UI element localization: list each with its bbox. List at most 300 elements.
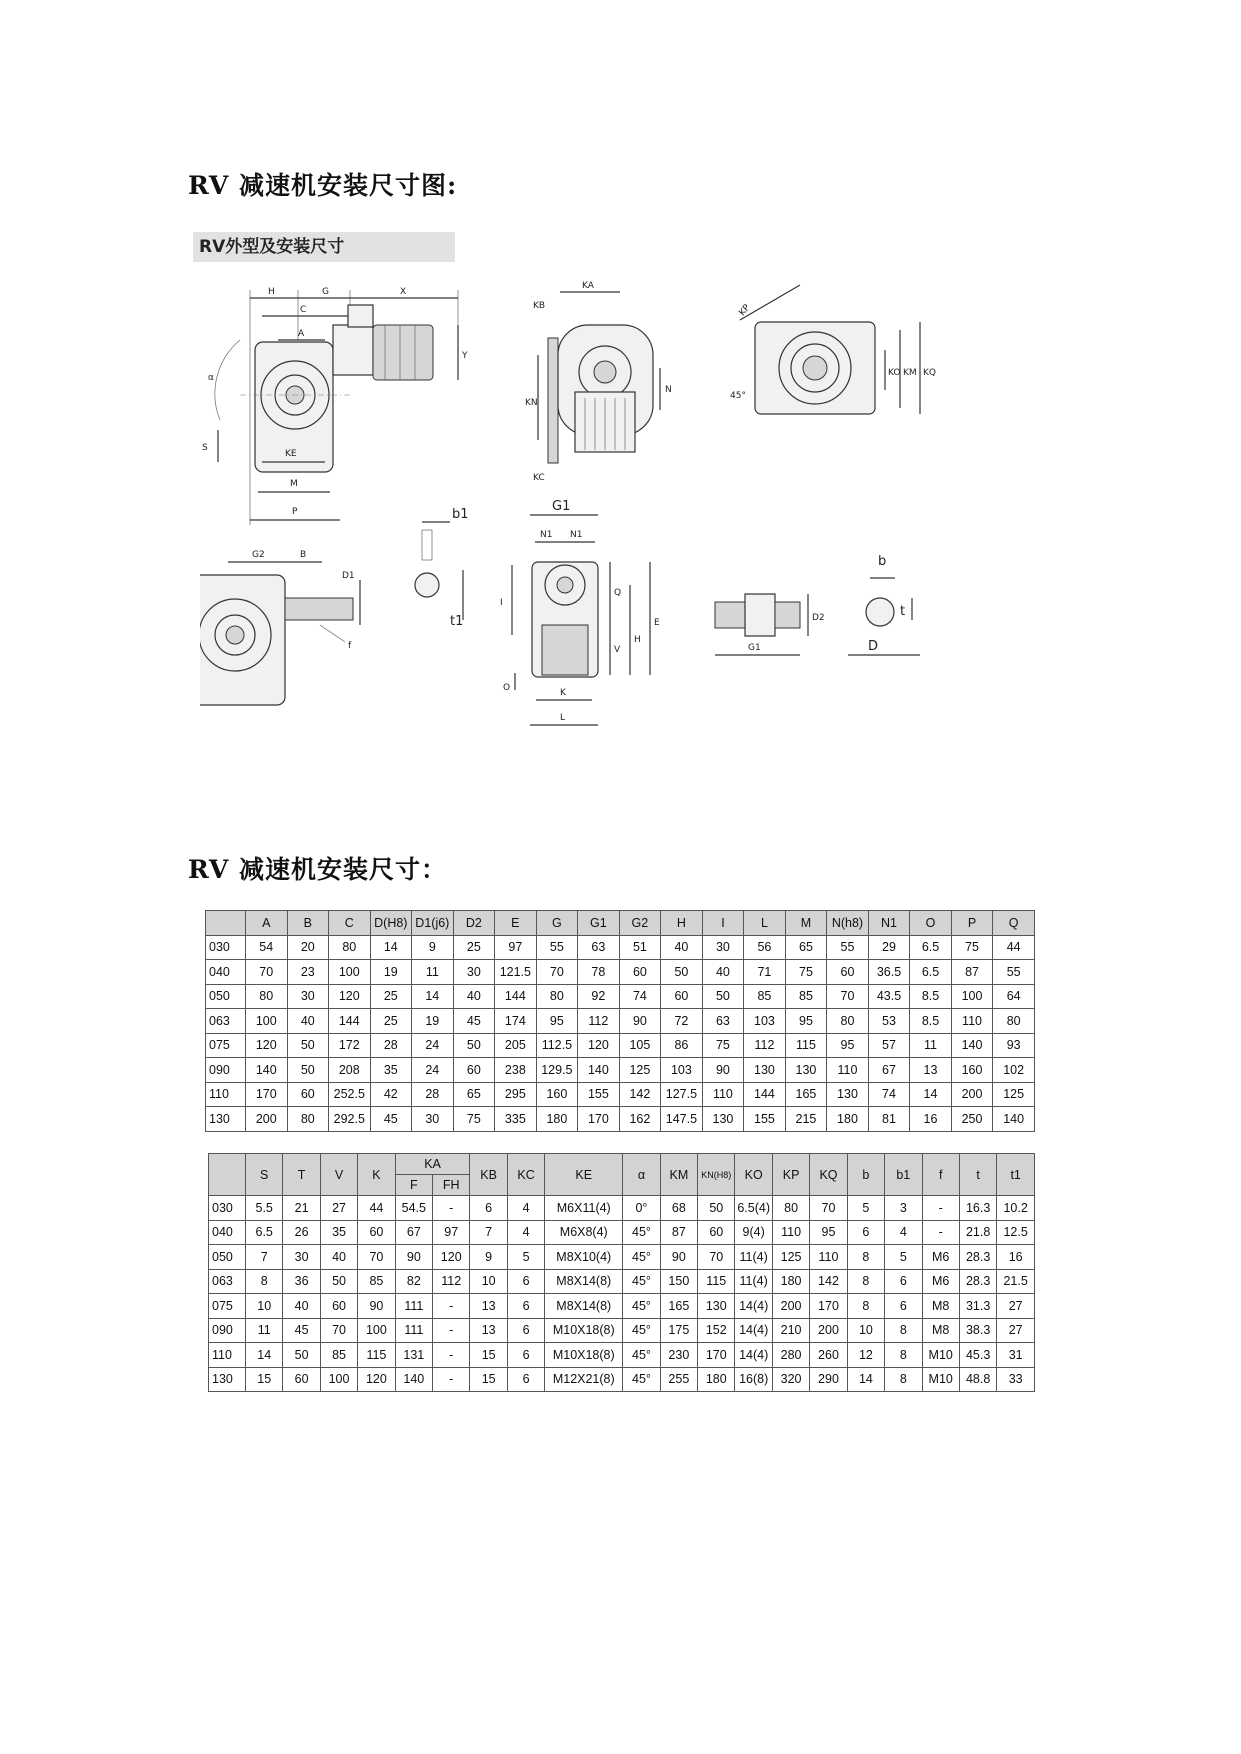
table1-header: B <box>287 911 329 936</box>
table-cell: 140 <box>395 1367 432 1392</box>
table-cell: 28 <box>370 1033 412 1058</box>
table1-header-row <box>206 911 1035 936</box>
table-cell: 6.5 <box>910 935 952 960</box>
table-cell: 75 <box>785 960 827 985</box>
table-cell: 111 <box>395 1318 432 1343</box>
table-cell: 4 <box>507 1220 544 1245</box>
table-cell: 100 <box>358 1318 395 1343</box>
label-KQ: KQ <box>923 368 936 378</box>
table-cell: 28 <box>412 1082 454 1107</box>
table-cell: 60 <box>358 1220 395 1245</box>
table-cell: 25 <box>370 1009 412 1034</box>
table-cell: 85 <box>744 984 786 1009</box>
table-cell: 14(4) <box>735 1294 772 1319</box>
table-cell: 29 <box>868 935 910 960</box>
table1-header: E <box>495 911 537 936</box>
table-cell: 6.5 <box>246 1220 283 1245</box>
table-cell: 45 <box>283 1318 320 1343</box>
table2-header-row <box>209 1154 1035 1175</box>
table2-header: b1 <box>885 1154 922 1196</box>
table-row <box>209 1343 1035 1368</box>
table-cell: 6.5 <box>910 960 952 985</box>
table-cell: M10 <box>922 1367 959 1392</box>
table-cell: 6 <box>507 1294 544 1319</box>
table-cell: 80 <box>827 1009 869 1034</box>
table-cell: 9 <box>412 935 454 960</box>
table-cell: 4 <box>885 1220 922 1245</box>
table-cell: 55 <box>993 960 1035 985</box>
label-C: C <box>300 305 307 315</box>
dimension-drawing <box>200 280 1060 820</box>
table-cell: 50 <box>283 1343 320 1368</box>
table-cell: 14 <box>370 935 412 960</box>
table-cell: 65 <box>453 1082 495 1107</box>
table-cell: 8.5 <box>910 984 952 1009</box>
table-cell: 45° <box>623 1220 660 1245</box>
table-cell: 8 <box>885 1343 922 1368</box>
table-cell: 70 <box>810 1196 847 1221</box>
table-cell: 24 <box>412 1058 454 1083</box>
table-cell: 6 <box>507 1269 544 1294</box>
table-cell: M10 <box>922 1343 959 1368</box>
table-cell: 160 <box>536 1082 578 1107</box>
view-front-gearbox <box>200 550 360 705</box>
model-cell: 130 <box>209 1367 246 1392</box>
table-row <box>209 1318 1035 1343</box>
table-cell: 112 <box>744 1033 786 1058</box>
table-cell: 180 <box>536 1107 578 1132</box>
label-N1-right: N1 <box>570 530 583 540</box>
label-G2: G2 <box>252 550 265 560</box>
label-Y: Y <box>462 351 468 361</box>
view-bore-keyway <box>848 554 920 655</box>
table-cell: 74 <box>619 984 661 1009</box>
table-cell: 11 <box>246 1318 283 1343</box>
table2-subheader-F: F <box>395 1175 432 1196</box>
label-t1: t1 <box>450 614 464 629</box>
table-cell: 54.5 <box>395 1196 432 1221</box>
label-KA: KA <box>582 281 594 291</box>
table-cell: 82 <box>395 1269 432 1294</box>
table-cell: 71 <box>744 960 786 985</box>
table-cell: 15 <box>470 1367 507 1392</box>
table1-header: N(h8) <box>827 911 869 936</box>
table-cell: 44 <box>358 1196 395 1221</box>
table2-header: S <box>246 1154 283 1196</box>
table-cell: 7 <box>246 1245 283 1270</box>
label-K: K <box>560 688 566 698</box>
table-cell: 81 <box>868 1107 910 1132</box>
table1-header: D2 <box>453 911 495 936</box>
table-cell: 45° <box>623 1269 660 1294</box>
view-flange-face <box>730 285 936 414</box>
table-row <box>206 1033 1035 1058</box>
table-cell: 13 <box>470 1318 507 1343</box>
table-row <box>206 1082 1035 1107</box>
table-row <box>206 1107 1035 1132</box>
table-cell: 44 <box>993 935 1035 960</box>
table-cell: 140 <box>246 1058 288 1083</box>
dimension-table-2 <box>208 1153 1035 1392</box>
table-cell: 11 <box>412 960 454 985</box>
model-cell: 040 <box>209 1220 246 1245</box>
table-cell: 152 <box>698 1318 735 1343</box>
label-KC: KC <box>533 473 545 483</box>
table-cell: 95 <box>810 1220 847 1245</box>
table2-header: t <box>959 1154 996 1196</box>
table-cell: 21.5 <box>997 1269 1035 1294</box>
table-cell: 50 <box>453 1033 495 1058</box>
table-cell: 147.5 <box>661 1107 703 1132</box>
table-cell: 63 <box>702 1009 744 1034</box>
table-cell: 5 <box>885 1245 922 1270</box>
table-cell: 35 <box>320 1220 357 1245</box>
table-cell: 110 <box>951 1009 993 1034</box>
table-cell: 5 <box>507 1245 544 1270</box>
table-cell: 60 <box>661 984 703 1009</box>
table2-header: K <box>358 1154 395 1196</box>
table-cell: 105 <box>619 1033 661 1058</box>
table-cell: 16 <box>910 1107 952 1132</box>
table-cell: 40 <box>453 984 495 1009</box>
table-cell: 175 <box>660 1318 697 1343</box>
table-cell: 31.3 <box>959 1294 996 1319</box>
table-cell: M6X11(4) <box>545 1196 623 1221</box>
table-cell: 170 <box>810 1294 847 1319</box>
table-cell: 80 <box>246 984 288 1009</box>
table-cell: 65 <box>785 935 827 960</box>
table-cell: 16(8) <box>735 1367 772 1392</box>
table-cell: 155 <box>578 1082 620 1107</box>
table-cell: 40 <box>320 1245 357 1270</box>
label-G: G <box>322 287 329 297</box>
table-cell: 6.5(4) <box>735 1196 772 1221</box>
model-cell: 050 <box>209 1245 246 1270</box>
table-cell: 200 <box>810 1318 847 1343</box>
label-N1-left: N1 <box>540 530 553 540</box>
table-cell: 15 <box>470 1343 507 1368</box>
table-cell: 16.3 <box>959 1196 996 1221</box>
table-cell: 50 <box>661 960 703 985</box>
table-cell: 12 <box>847 1343 884 1368</box>
table-cell: 30 <box>702 935 744 960</box>
table-cell: 75 <box>951 935 993 960</box>
table-cell: 72 <box>661 1009 703 1034</box>
table-cell: 8 <box>885 1318 922 1343</box>
model-cell: 075 <box>209 1294 246 1319</box>
table1-header: G <box>536 911 578 936</box>
table-cell: 15 <box>246 1367 283 1392</box>
table-cell: 60 <box>619 960 661 985</box>
table-cell: 295 <box>495 1082 537 1107</box>
label-H: H <box>268 287 275 297</box>
table2-subheader-FH: FH <box>433 1175 470 1196</box>
table-cell: 55 <box>536 935 578 960</box>
dimension-table-1 <box>205 910 1035 1132</box>
table2-header: KE <box>545 1154 623 1196</box>
label-f: f <box>348 641 352 651</box>
table-cell: 60 <box>320 1294 357 1319</box>
view-shaft-key <box>415 507 469 629</box>
table-cell: - <box>433 1318 470 1343</box>
table-cell: 95 <box>785 1009 827 1034</box>
table-cell: 6 <box>507 1343 544 1368</box>
table-cell: 165 <box>660 1294 697 1319</box>
table-cell: 210 <box>772 1318 809 1343</box>
table-cell: 14 <box>246 1343 283 1368</box>
label-A: A <box>298 329 305 339</box>
table-cell: 115 <box>698 1269 735 1294</box>
table-row <box>206 960 1035 985</box>
label-G1-shaft: G1 <box>748 643 761 653</box>
table-cell: 80 <box>772 1196 809 1221</box>
table-cell: 8.5 <box>910 1009 952 1034</box>
table-cell: 45 <box>370 1107 412 1132</box>
table-cell: 120 <box>358 1367 395 1392</box>
label-H2: H <box>634 635 641 645</box>
table-cell: 144 <box>744 1082 786 1107</box>
table-cell: 7 <box>470 1220 507 1245</box>
table-row <box>209 1367 1035 1392</box>
table2-body <box>209 1196 1035 1392</box>
table-cell: 80 <box>287 1107 329 1132</box>
table-row <box>209 1294 1035 1319</box>
table1-header: H <box>661 911 703 936</box>
table-cell: 165 <box>785 1082 827 1107</box>
table-section-title: RV 减速机安装尺寸： <box>188 855 447 884</box>
label-t: t <box>900 604 906 619</box>
table-cell: 174 <box>495 1009 537 1034</box>
model-cell: 110 <box>206 1082 246 1107</box>
table-cell: 120 <box>578 1033 620 1058</box>
table-cell: 56 <box>744 935 786 960</box>
table-cell: 75 <box>702 1033 744 1058</box>
table1-header: A <box>246 911 288 936</box>
table-cell: 38.3 <box>959 1318 996 1343</box>
label-S: S <box>202 443 208 453</box>
table-cell: 40 <box>702 960 744 985</box>
table1-header: Q <box>993 911 1035 936</box>
label-E: E <box>654 618 660 628</box>
table-cell: 5.5 <box>246 1196 283 1221</box>
table1-header: I <box>702 911 744 936</box>
table-cell: 45° <box>623 1367 660 1392</box>
table-cell: 180 <box>827 1107 869 1132</box>
table2-header: KC <box>507 1154 544 1196</box>
table-cell: 50 <box>698 1196 735 1221</box>
table-cell: 130 <box>702 1107 744 1132</box>
table-cell: 16 <box>997 1245 1035 1270</box>
table-cell: 24 <box>412 1033 454 1058</box>
label-L: L <box>560 713 566 723</box>
table1-header: M <box>785 911 827 936</box>
table1-header: P <box>951 911 993 936</box>
table-cell: - <box>433 1343 470 1368</box>
table1-header: C <box>329 911 371 936</box>
table-cell: - <box>433 1294 470 1319</box>
table-cell: 92 <box>578 984 620 1009</box>
table-cell: 90 <box>395 1245 432 1270</box>
table-cell: 200 <box>951 1082 993 1107</box>
table2-header: f <box>922 1154 959 1196</box>
table-cell: 36.5 <box>868 960 910 985</box>
table2-header: KA <box>395 1154 470 1175</box>
table-cell: 14 <box>910 1082 952 1107</box>
table-cell: 120 <box>246 1033 288 1058</box>
table2-header: KO <box>735 1154 772 1196</box>
table-cell: 140 <box>578 1058 620 1083</box>
table-cell: 4 <box>507 1196 544 1221</box>
table-cell: 320 <box>772 1367 809 1392</box>
table-cell: - <box>433 1367 470 1392</box>
table1-header: O <box>910 911 952 936</box>
table-cell: 27 <box>997 1294 1035 1319</box>
table-cell: 292.5 <box>329 1107 371 1132</box>
table-cell: 230 <box>660 1343 697 1368</box>
label-KP: KP <box>737 302 753 319</box>
table-cell: 180 <box>698 1367 735 1392</box>
table2-header: b <box>847 1154 884 1196</box>
table2-header <box>209 1154 246 1196</box>
table-cell: 90 <box>702 1058 744 1083</box>
model-cell: 090 <box>209 1318 246 1343</box>
table-cell: 103 <box>661 1058 703 1083</box>
table-cell: 280 <box>772 1343 809 1368</box>
label-Q: Q <box>614 588 622 598</box>
table-cell: 28.3 <box>959 1269 996 1294</box>
table-cell: - <box>922 1220 959 1245</box>
table-cell: - <box>922 1196 959 1221</box>
table1-body <box>206 935 1035 1131</box>
label-alpha: α <box>208 373 214 383</box>
table-row <box>209 1269 1035 1294</box>
table-cell: M8X14(8) <box>545 1269 623 1294</box>
table-cell: 80 <box>536 984 578 1009</box>
table-cell: 170 <box>698 1343 735 1368</box>
table-cell: 40 <box>283 1294 320 1319</box>
table-cell: 67 <box>868 1058 910 1083</box>
table-cell: 20 <box>287 935 329 960</box>
drawing-caption: RV外型及安装尺寸 <box>193 232 455 262</box>
table-cell: 260 <box>810 1343 847 1368</box>
table-cell: 6 <box>847 1220 884 1245</box>
table-cell: 45° <box>623 1294 660 1319</box>
table-cell: 86 <box>661 1033 703 1058</box>
table-cell: 80 <box>993 1009 1035 1034</box>
table-cell: 97 <box>433 1220 470 1245</box>
table-cell: 60 <box>698 1220 735 1245</box>
table-cell: 110 <box>772 1220 809 1245</box>
table1-header: G2 <box>619 911 661 936</box>
label-D: D <box>868 639 879 654</box>
table-cell: 10.2 <box>997 1196 1035 1221</box>
table-cell: 8 <box>847 1294 884 1319</box>
table-cell: 97 <box>495 935 537 960</box>
table-cell: 127.5 <box>661 1082 703 1107</box>
table-cell: 87 <box>660 1220 697 1245</box>
table-cell: M8 <box>922 1294 959 1319</box>
table-cell: 112.5 <box>536 1033 578 1058</box>
table-cell: 35 <box>370 1058 412 1083</box>
table1-header <box>206 911 246 936</box>
view-side-flange <box>525 281 672 483</box>
table-cell: 129.5 <box>536 1058 578 1083</box>
table-cell: 13 <box>470 1294 507 1319</box>
table-cell: 215 <box>785 1107 827 1132</box>
table-cell: 45° <box>623 1245 660 1270</box>
table-cell: 6 <box>885 1294 922 1319</box>
table-cell: 9 <box>470 1245 507 1270</box>
label-D2: D2 <box>812 613 825 623</box>
table-cell: 60 <box>453 1058 495 1083</box>
table-cell: 70 <box>698 1245 735 1270</box>
label-O: O <box>503 683 511 693</box>
view-output-dims <box>500 499 660 725</box>
table-cell: 121.5 <box>495 960 537 985</box>
table-cell: 53 <box>868 1009 910 1034</box>
label-I: I <box>500 598 503 608</box>
table-cell: M8 <box>922 1318 959 1343</box>
label-B: B <box>300 550 307 560</box>
label-b: b <box>878 554 887 569</box>
table-cell: 100 <box>951 984 993 1009</box>
table-cell: 6 <box>470 1196 507 1221</box>
table-cell: 14 <box>412 984 454 1009</box>
table-cell: 255 <box>660 1367 697 1392</box>
label-G1: G1 <box>552 499 571 514</box>
view-output-shaft <box>715 594 825 655</box>
model-cell: 063 <box>206 1009 246 1034</box>
table-cell: 70 <box>827 984 869 1009</box>
table-cell: 50 <box>320 1269 357 1294</box>
table-cell: 45.3 <box>959 1343 996 1368</box>
table-cell: 85 <box>320 1343 357 1368</box>
table-cell: 85 <box>785 984 827 1009</box>
table-cell: 110 <box>702 1082 744 1107</box>
table-cell: 54 <box>246 935 288 960</box>
table-cell: 80 <box>329 935 371 960</box>
table-cell: 30 <box>283 1245 320 1270</box>
table-cell: 50 <box>287 1033 329 1058</box>
table-cell: 125 <box>993 1082 1035 1107</box>
table-cell: 43.5 <box>868 984 910 1009</box>
label-KO: KO <box>888 368 901 378</box>
model-cell: 130 <box>206 1107 246 1132</box>
table1-header: N1 <box>868 911 910 936</box>
table2-header: KN(H8) <box>698 1154 735 1196</box>
table-cell: 40 <box>661 935 703 960</box>
table-cell: 11(4) <box>735 1269 772 1294</box>
table-cell: 30 <box>453 960 495 985</box>
table-cell: 23 <box>287 960 329 985</box>
table-cell: 30 <box>287 984 329 1009</box>
table2-header: t1 <box>997 1154 1035 1196</box>
table2-header: T <box>283 1154 320 1196</box>
table-cell: 112 <box>433 1269 470 1294</box>
label-KN: KN <box>525 398 538 408</box>
table-cell: 70 <box>320 1318 357 1343</box>
table-cell: 200 <box>772 1294 809 1319</box>
table-cell: M6X8(4) <box>545 1220 623 1245</box>
table-cell: 36 <box>283 1269 320 1294</box>
table-cell: 63 <box>578 935 620 960</box>
table-cell: 45 <box>453 1009 495 1034</box>
table2-header: KM <box>660 1154 697 1196</box>
table-cell: 14 <box>847 1367 884 1392</box>
model-cell: 063 <box>209 1269 246 1294</box>
table-cell: 238 <box>495 1058 537 1083</box>
table1-header: L <box>744 911 786 936</box>
